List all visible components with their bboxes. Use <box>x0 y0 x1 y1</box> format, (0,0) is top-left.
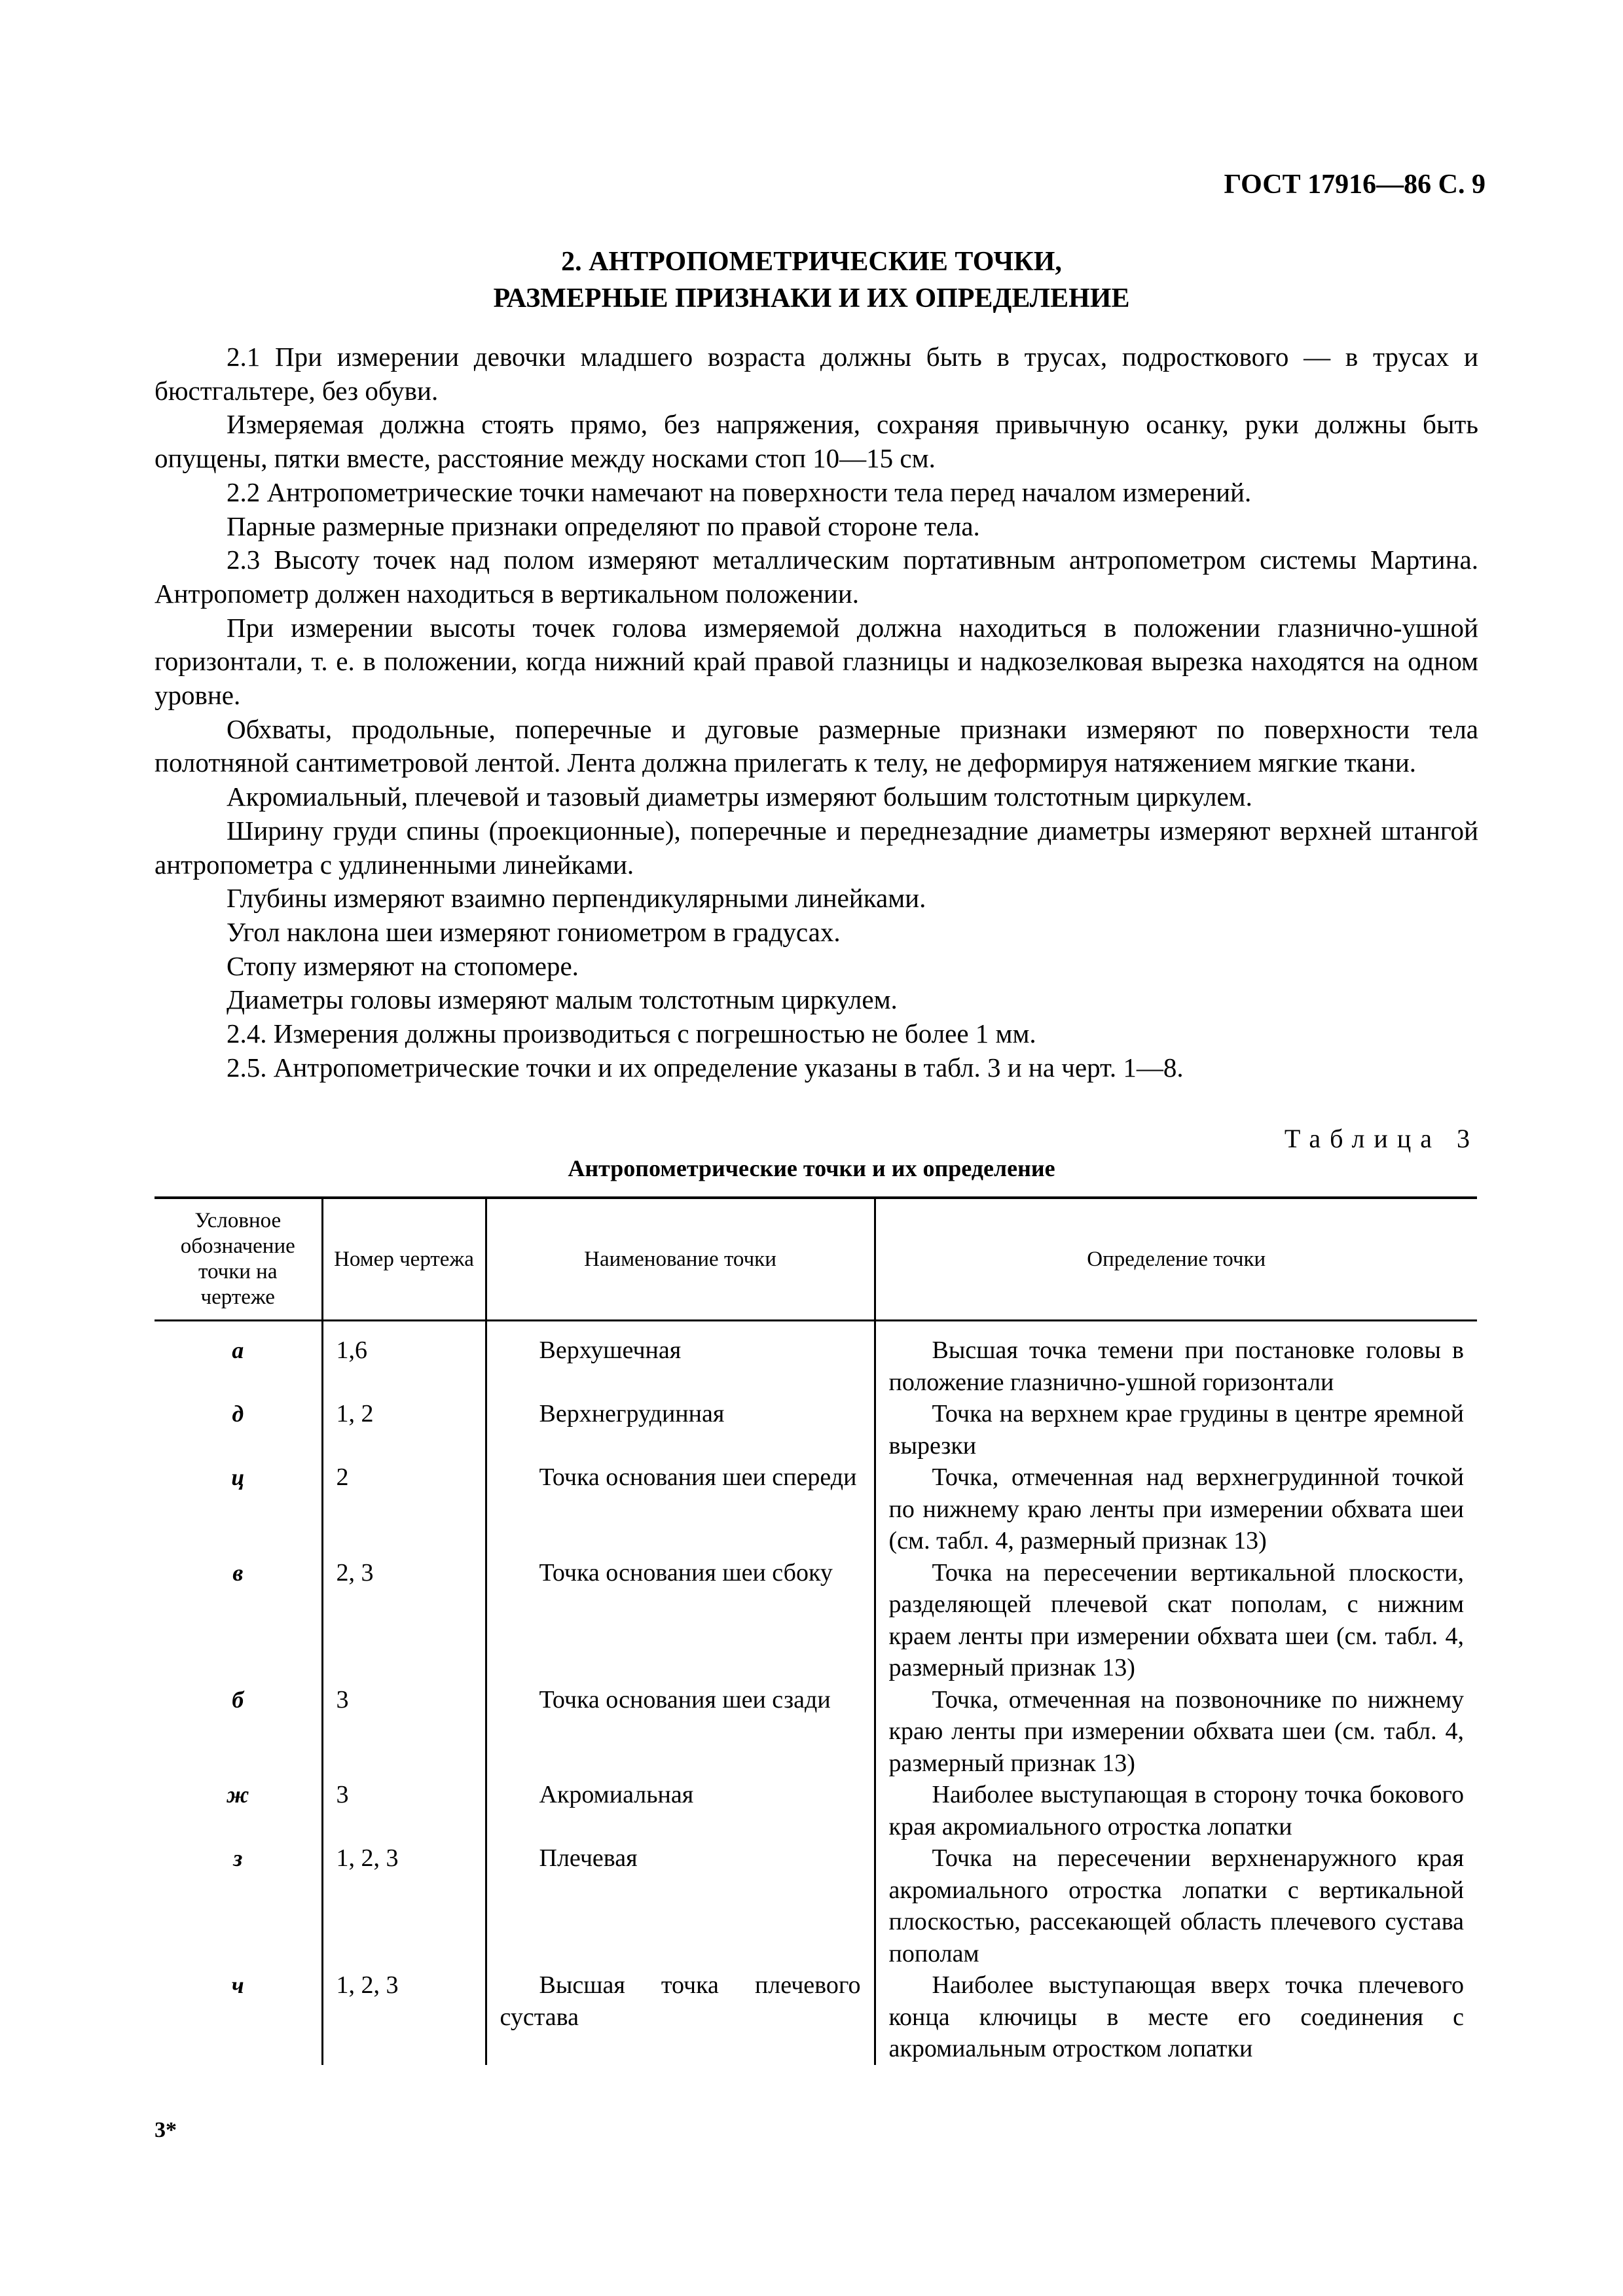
column-header-drawing: Номер чертежа <box>322 1198 486 1321</box>
cell-name: Акромиальная <box>486 1779 875 1842</box>
cell-drawing: 2, 3 <box>322 1557 486 1684</box>
paragraph: Парные размерные признаки определяют по правой стороне тела. <box>227 511 980 541</box>
cell-symbol: ж <box>227 1782 249 1808</box>
cell-drawing: 1, 2, 3 <box>322 1969 486 2065</box>
body-text <box>155 340 1478 1085</box>
table-container <box>155 1196 1477 2076</box>
column-header-name: Наименование точки <box>486 1198 875 1321</box>
cell-name: Точка основания шеи сзади <box>486 1684 875 1780</box>
cell-symbol: ц <box>231 1464 245 1490</box>
cell-drawing: 1,6 <box>322 1321 486 1399</box>
cell-name: Верхнегрудинная <box>486 1398 875 1462</box>
paragraph: 2.1 При измерении девочки младшего возраста должны быть в трусах, подросткового — в трусах и бюстгальтере, без обуви. <box>155 342 1478 406</box>
section-title-line-1: 2. АНТРОПОМЕТРИЧЕСКИЕ ТОЧКИ, <box>561 247 1062 277</box>
cell-symbol: а <box>232 1337 244 1363</box>
column-header-symbol: Условное обозначение точки на чертеже <box>155 1198 322 1321</box>
table-row <box>155 1321 1477 1399</box>
cell-definition: Высшая точка темени при постановке головы в положение глазнично-ушной горизонтали <box>875 1321 1477 1399</box>
paragraph: 2.4. Измерения должны производиться с погрешностью не более 1 мм. <box>227 1018 1036 1049</box>
paragraph: Обхваты, продольные, поперечные и дуговые размерные признаки измеряют по поверхности тела полотняной сантиметровой лентой. Лента должна прилегать к телу, не деформируя натяжением мягкие ткани. <box>155 713 1478 778</box>
cell-symbol: д <box>232 1401 244 1427</box>
table-label: Таблица 3 <box>1284 1124 1479 1153</box>
cell-drawing: 3 <box>322 1779 486 1842</box>
cell-definition: Точка, отмеченная на позвоночнике по нижнему краю ленты при измерении обхвата шеи (см. табл. 4, размерный признак 13) <box>875 1684 1477 1780</box>
document-reference: ГОСТ 17916—86 С. 9 <box>1224 170 1486 200</box>
table-row <box>155 1842 1477 1969</box>
anthropometric-points-table <box>155 1196 1477 2065</box>
cell-name: Высшая точка плечевого сустава <box>486 1969 875 2065</box>
table-header-row <box>155 1198 1477 1321</box>
cell-symbol: в <box>232 1559 244 1586</box>
page-mark: 3* <box>155 2118 177 2142</box>
paragraph: Стопу измеряют на стопомере. <box>227 950 579 981</box>
paragraph: Измеряемая должна стоять прямо, без напряжения, сохраняя привычную осанку, руки должны быть опущены, пятки вместе, расстояние между носками стоп 10—15 см. <box>155 409 1478 474</box>
table-title: Антропометрические точки и их определение <box>568 1155 1055 1181</box>
table-row <box>155 1969 1477 2065</box>
paragraph: При измерении высоты точек голова измеряемой должна находиться в положении глазнично-ушной горизонтали, т. е. в положении, когда нижний край правой глазницы и надкозелковая вырезка находятся на одном уровне. <box>155 612 1478 711</box>
table-row <box>155 1779 1477 1842</box>
cell-symbol: ч <box>231 1972 244 1998</box>
table-row <box>155 1398 1477 1462</box>
table-row <box>155 1557 1477 1684</box>
paragraph: 2.3 Высоту точек над полом измеряют металлическим портативным антропометром системы Мартина. Антропометр должен находиться в вертикальном положении. <box>155 545 1478 609</box>
paragraph: Глубины измеряют взаимно перпендикулярными линейками. <box>227 883 926 914</box>
paragraph: Акромиальный, плечевой и тазовый диаметры измеряют большим толстотным циркулем. <box>227 781 1252 812</box>
cell-definition: Точка на верхнем крае грудины в центре яремной вырезки <box>875 1398 1477 1462</box>
cell-drawing: 1, 2, 3 <box>322 1842 486 1969</box>
cell-symbol: б <box>232 1686 244 1713</box>
paragraph: Угол наклона шеи измеряют гониометром в градусах. <box>227 916 841 947</box>
cell-symbol: з <box>233 1845 243 1871</box>
paragraph: 2.2 Антропометрические точки намечают на поверхности тела перед началом измерений. <box>227 476 1252 507</box>
column-header-definition: Определение точки <box>875 1198 1477 1321</box>
table-row <box>155 1462 1477 1557</box>
cell-definition: Наиболее выступающая вверх точка плечевого конца ключицы в месте его соединения с акромиальным отростком лопатки <box>875 1969 1477 2065</box>
paragraph: Ширину груди спины (проекционные), поперечные и переднезадние диаметры измеряют верхней штангой антропометра с удлиненными линейками. <box>155 815 1478 880</box>
cell-drawing: 2 <box>322 1462 486 1557</box>
section-title <box>0 243 1623 317</box>
cell-definition: Наиболее выступающая в сторону точка бокового края акромиального отростка лопатки <box>875 1779 1477 1842</box>
cell-name: Точка основания шеи сбоку <box>486 1557 875 1684</box>
cell-name: Плечевая <box>486 1842 875 1969</box>
cell-name: Верхушечная <box>486 1321 875 1399</box>
paragraph: Диаметры головы измеряют малым толстотным циркулем. <box>227 984 898 1015</box>
section-title-line-2: РАЗМЕРНЫЕ ПРИЗНАКИ И ИХ ОПРЕДЕЛЕНИЕ <box>493 283 1130 314</box>
cell-definition: Точка на пересечении вертикальной плоскости, разделяющей плечевой скат пополам, с нижним краем ленты при измерении обхвата шеи (см. табл. 4, размерный признак 13) <box>875 1557 1477 1684</box>
cell-drawing: 3 <box>322 1684 486 1780</box>
table-row <box>155 1684 1477 1780</box>
cell-name: Точка основания шеи спереди <box>486 1462 875 1557</box>
cell-drawing: 1, 2 <box>322 1398 486 1462</box>
cell-definition: Точка на пересечении верхненаружного края акромиального отростка лопатки с вертикальной плоскостью, рассекающей область плечевого сустава пополам <box>875 1842 1477 1969</box>
cell-definition: Точка, отмеченная над верхнегрудинной точкой по нижнему краю ленты при измерении обхвата шеи (см. табл. 4, размерный признак 13) <box>875 1462 1477 1557</box>
paragraph: 2.5. Антропометрические точки и их определение указаны в табл. 3 и на черт. 1—8. <box>227 1052 1184 1083</box>
